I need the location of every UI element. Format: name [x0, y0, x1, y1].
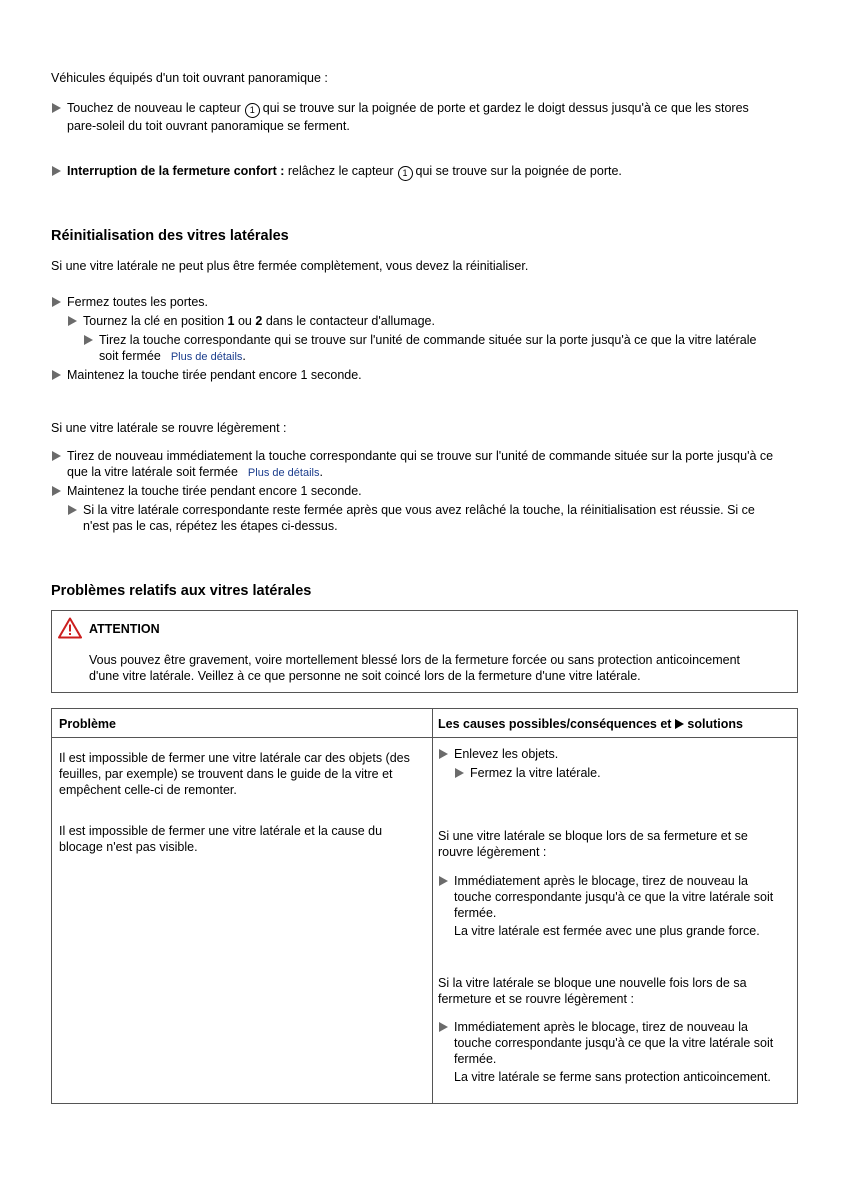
- cell-text: rouvre légèrement :: [438, 845, 547, 859]
- cell-text: Immédiatement après le blocage, tirez de nouveau la: [454, 874, 748, 888]
- solution-pull-again-no-protection: [454, 1019, 794, 1085]
- cell-text: fermeture et se rouvre légèrement :: [438, 992, 634, 1006]
- arrow-icon: [675, 719, 684, 729]
- step-pull-button: Tirez la touche correspondante qui se trouve sur l'unité de commande située sur la porte jusqu'à ce que la vitre latérale soit fermée Plus de détails.: [99, 333, 757, 363]
- step-turn-key: [83, 313, 435, 329]
- step-text: soit fermée: [99, 349, 161, 363]
- cell-text: La vitre latérale se ferme sans protection anticoincement.: [454, 1070, 771, 1084]
- step-text: n'est pas le cas, répétez les étapes ci-dessus.: [83, 519, 338, 533]
- bullet-arrow-icon: [439, 876, 448, 886]
- intro-text: Véhicules équipés d'un toit ouvrant panoramique :: [51, 71, 328, 85]
- interrupt-label: Interruption de la fermeture confort :: [67, 164, 285, 178]
- step-text: Touchez de nouveau le capteur: [67, 101, 241, 115]
- condition-first-block: [438, 828, 788, 860]
- section-intro: Si une vitre latérale ne peut plus être fermée complètement, vous devez la réinitialiser.: [51, 259, 529, 273]
- warning-box: [51, 610, 798, 693]
- warning-text: [89, 652, 789, 684]
- step-text: qui se trouve sur la poignée de porte et gardez le doigt dessus jusqu'à ce que les stores: [262, 101, 749, 115]
- cell-text: feuilles, par exemple) se trouvent dans le guide de la vitre et: [59, 767, 393, 781]
- bullet-arrow-icon: [84, 335, 93, 345]
- more-details-link[interactable]: Plus de détails: [247, 467, 320, 479]
- bullet-arrow-icon: [68, 316, 77, 326]
- cell-text: blocage n'est pas visible.: [59, 840, 198, 854]
- cell-text: fermée.: [454, 1052, 497, 1066]
- step-text: ou: [237, 314, 252, 328]
- more-details-link[interactable]: Plus de détails: [170, 351, 243, 363]
- cell-text: touche correspondante jusqu'à ce que la vitre latérale soit: [454, 1036, 774, 1050]
- table-row-problem-hidden-cause: [59, 823, 424, 855]
- step-text: Tournez la clé en position: [83, 314, 225, 328]
- step-text: que la vitre latérale soit fermée: [67, 465, 238, 479]
- step-check-result: [83, 502, 803, 534]
- bullet-arrow-icon: [439, 1022, 448, 1032]
- warning-line: d'une vitre latérale. Veillez à ce que personne ne soit coincé lors de la fermeture d'une vitre latérale.: [89, 669, 641, 683]
- step-pull-again: Tirez de nouveau immédiatement la touche correspondante qui se trouve sur l'unité de commande située sur la porte jusqu'à ce que la vitre latérale soit fermée Plus de détails.: [67, 449, 774, 479]
- step-close-doors: Fermez toutes les portes.: [67, 295, 209, 309]
- step-text: pare-soleil du toit ouvrant panoramique se ferment.: [67, 119, 350, 133]
- bullet-arrow-icon: [52, 370, 61, 380]
- bullet-arrow-icon: [52, 297, 61, 307]
- step-text: dans le contacteur d'allumage.: [265, 314, 435, 328]
- cell-text: Si la vitre latérale se bloque une nouvelle fois lors de sa: [438, 976, 747, 990]
- bullet-arrow-icon: [52, 166, 61, 176]
- bullet-arrow-icon: [68, 505, 77, 515]
- bullet-arrow-icon: [52, 103, 61, 113]
- bullet-arrow-icon: [439, 749, 448, 759]
- solution-pull-again-force: [454, 873, 794, 939]
- solution-close-window: Fermez la vitre latérale.: [470, 766, 601, 780]
- section-title-problems: Problèmes relatifs aux vitres latérales: [51, 583, 312, 599]
- step-hold-button: Maintenez la touche tirée pendant encore 1 seconde.: [67, 368, 362, 382]
- cell-text: Il est impossible de fermer une vitre latérale car des objets (des: [59, 751, 410, 765]
- cell-text: Immédiatement après le blocage, tirez de nouveau la: [454, 1020, 748, 1034]
- step-interrupt: [67, 163, 622, 181]
- sensor-icon: 1: [245, 103, 260, 118]
- solution-remove-objects: Enlevez les objets.: [454, 747, 559, 761]
- header-text: solutions: [687, 717, 743, 731]
- step-text: qui se trouve sur la poignée de porte.: [415, 164, 622, 178]
- warning-line: Vous pouvez être gravement, voire mortellement blessé lors de la fermeture forcée ou sans protection anticoincement: [89, 653, 741, 667]
- cell-text: fermée.: [454, 906, 497, 920]
- warning-triangle-icon: [58, 617, 82, 639]
- section-title-reset: Réinitialisation des vitres latérales: [51, 228, 289, 244]
- sensor-icon: 1: [398, 166, 413, 181]
- table-row-problem-objects: [59, 750, 424, 798]
- key-position-2: 2: [255, 314, 263, 328]
- cell-text: La vitre latérale est fermée avec une plus grande force.: [454, 924, 760, 938]
- key-position-1: 1: [227, 314, 235, 328]
- header-divider: [52, 737, 797, 738]
- step-text: Tirez de nouveau immédiatement la touche correspondante qui se trouve sur l'unité de commande située sur la porte jusqu'à ce: [67, 449, 774, 463]
- step-hold-button-2: Maintenez la touche tirée pendant encore 1 seconde.: [67, 484, 362, 498]
- bullet-arrow-icon: [52, 451, 61, 461]
- cell-text: touche correspondante jusqu'à ce que la vitre latérale soit: [454, 890, 774, 904]
- column-divider: [432, 709, 433, 1103]
- header-solutions: [438, 716, 743, 732]
- warning-title: ATTENTION: [89, 622, 160, 636]
- bullet-arrow-icon: [52, 486, 61, 496]
- cell-text: empêchent celle-ci de remonter.: [59, 783, 237, 797]
- section-intro-reopen: Si une vitre latérale se rouvre légèrement :: [51, 421, 287, 435]
- cell-text: Il est impossible de fermer une vitre latérale et la cause du: [59, 824, 383, 838]
- problems-table: [51, 708, 798, 1104]
- condition-second-block: [438, 975, 788, 1007]
- step-touch-sensor: [67, 100, 807, 134]
- header-problem: Problème: [59, 717, 116, 731]
- cell-text: Si une vitre latérale se bloque lors de sa fermeture et se: [438, 829, 748, 843]
- step-text: Tirez la touche correspondante qui se trouve sur l'unité de commande située sur la porte jusqu'à ce que la vitre latérale: [99, 333, 757, 347]
- step-text: Si la vitre latérale correspondante reste fermée après que vous avez relâché la touche, la réinitialisation est réussie. Si ce: [83, 503, 755, 517]
- step-text: relâchez le capteur: [287, 164, 394, 178]
- header-text: Les causes possibles/conséquences et: [438, 717, 672, 731]
- bullet-arrow-icon: [455, 768, 464, 778]
